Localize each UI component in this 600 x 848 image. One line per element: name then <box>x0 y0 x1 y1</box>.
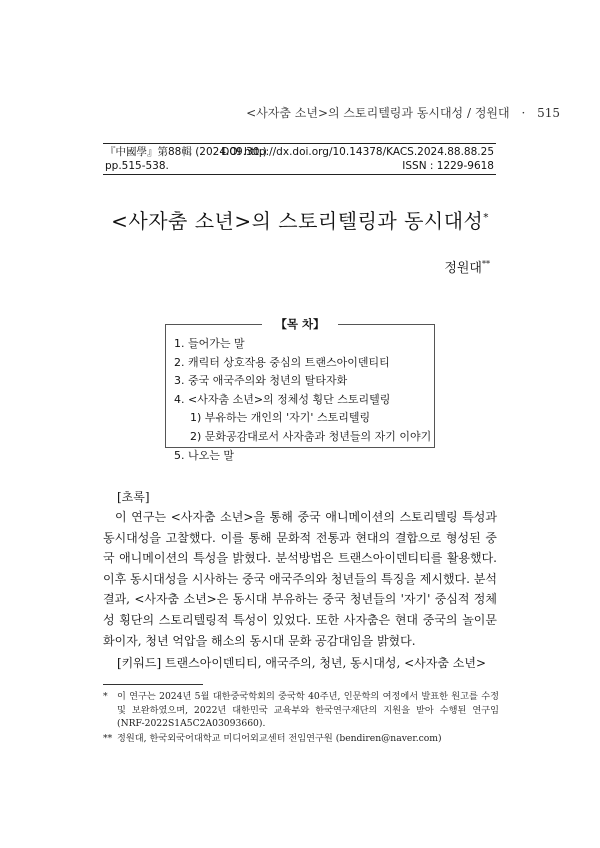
page-number: 515 <box>537 106 560 120</box>
author <box>444 257 490 276</box>
paper-title <box>0 205 600 234</box>
footnote <box>103 690 499 731</box>
running-head-text: <사자춤 소년>의 스토리텔링과 동시대성 / 정원대 <box>246 106 510 120</box>
keywords: [키워드] 트랜스아이덴티티, 애국주의, 청년, 동시대성, <사자춤 소년> <box>117 656 487 670</box>
footnote-text: 이 연구는 2024년 5월 대한중국학회의 중국학 40주년, 인문학의 여정에서 발표한 원고를 수정 및 보완하였으며, 2022년 대한민국 교육부와 한국연구재단의 지원을 받아 수행된 연구임 (NRF-2022S1A5C2A03093660). <box>117 691 499 729</box>
issn: ISSN : 1229-9618 <box>402 160 494 172</box>
abstract-text: 이 연구는 <사자춤 소년>을 통해 중국 애니메이션의 스토리텔링 특성과 동시대성을 고찰했다. 이를 통해 문화적 전통과 현대의 결합으로 형성된 중국 애니메이션의 특성을 밝혔다. 분석방법은 트랜스아이덴티티를 활용했다. 이후 동시대성을 시사하는 중국 애국주의와 청년들의 특징을 제시했다. 분석결과, <사자춤 소년>은 동시대 부유하는 중국 청년들의 '자기' 중심적 정체성 횡단의 스토리텔링적 특성이 있었다. 또한 사자춤은 현대 중국의 놀이문화이자, 청년 억압을 해소의 동시대 문화 공감대임을 밝혔다. <box>103 510 497 648</box>
abstract-label: [초록] <box>117 490 150 504</box>
toc-list <box>174 335 431 465</box>
footnote-mark: * <box>103 691 108 702</box>
article-meta-box <box>103 143 496 175</box>
toc-item: 5. 나오는 말 <box>174 448 234 462</box>
title-footnote-mark: * <box>483 212 489 224</box>
doi-link[interactable]: DOI http://dx.doi.org/10.14378/KACS.2024.88.88.25 <box>221 146 494 158</box>
page-range: pp.515-538. <box>105 160 169 172</box>
footnote-text: 정원대, 한국외국어대학교 미디어외교센터 전임연구원 (bendiren@naver.com) <box>117 732 442 744</box>
toc-item: 1. 들어가는 말 <box>174 337 245 350</box>
toc-subitem: 1) 부유하는 개인의 '자기' 스토리텔링 <box>190 411 371 425</box>
author-footnote-mark: ** <box>482 259 490 269</box>
footnotes <box>103 690 499 746</box>
journal-info: 『中國學』第88輯 (2024.09.30.) <box>105 146 267 158</box>
footnote-divider <box>103 684 203 685</box>
abstract <box>103 507 497 651</box>
paper-title-text: <사자춤 소년>의 스토리텔링과 동시대성 <box>111 209 484 233</box>
toc-heading: 【목 차】 <box>262 316 338 332</box>
toc-subitem: 2) 문화공감대로서 사자춤과 청년들의 자기 이야기 <box>190 429 432 443</box>
footnote <box>103 732 499 746</box>
toc-item: 2. 캐릭터 상호작용 중심의 트랜스아이덴티티 <box>174 355 390 369</box>
author-name: 정원대 <box>444 261 482 276</box>
toc-item: 4. <사자춤 소년>의 정체성 횡단 스토리텔링 <box>174 392 391 406</box>
running-head <box>246 104 560 121</box>
footnote-mark: ** <box>103 732 113 744</box>
running-head-separator: · <box>521 106 526 120</box>
toc-item: 3. 중국 애국주의와 청년의 탈타자화 <box>174 374 348 388</box>
